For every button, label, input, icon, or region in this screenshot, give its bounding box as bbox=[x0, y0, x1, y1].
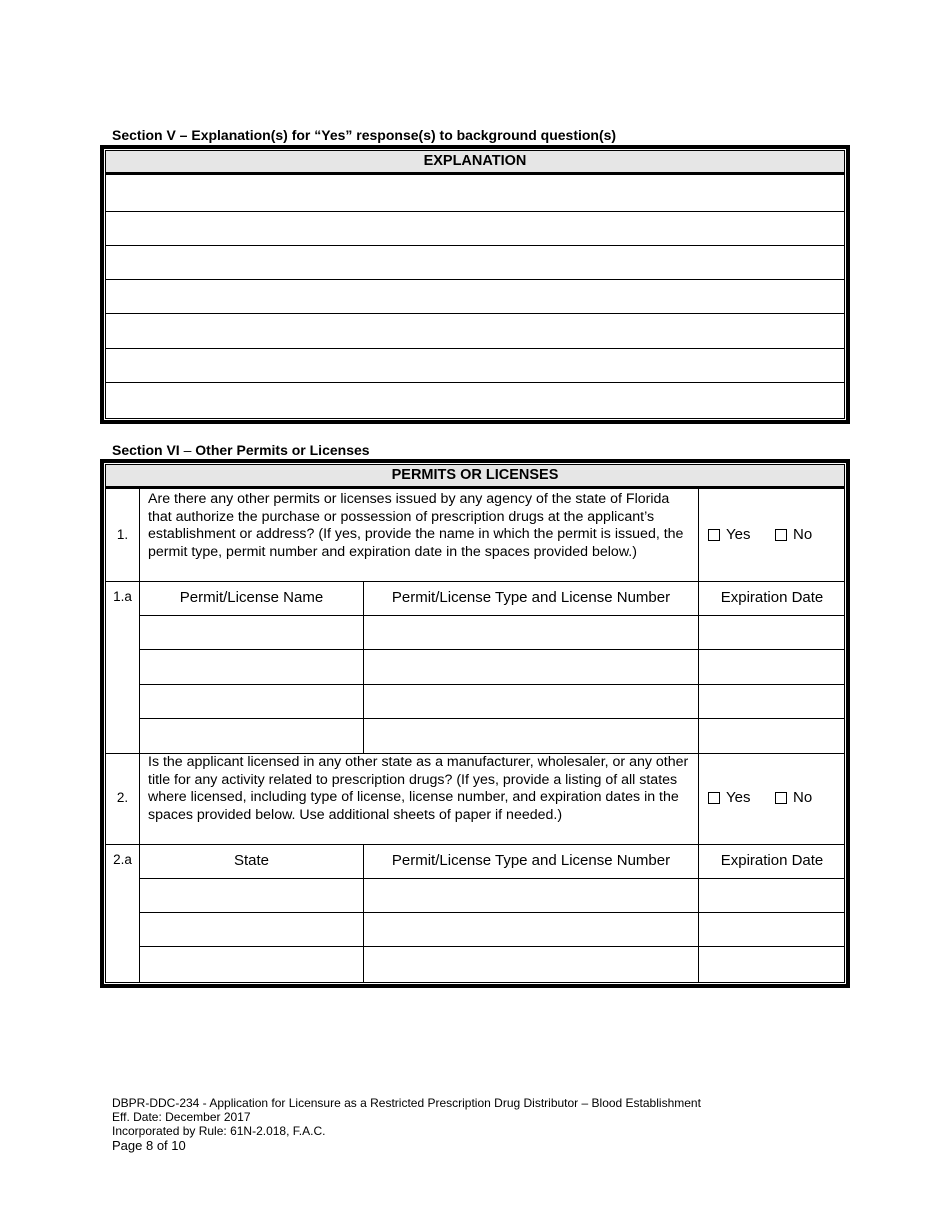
q1-check-column-line bbox=[698, 489, 699, 581]
q2a-state-field[interactable] bbox=[140, 879, 363, 912]
q1a-expiration-field[interactable] bbox=[699, 719, 844, 753]
footer-page-number: Page 8 of 10 bbox=[112, 1138, 186, 1153]
q2a-expiration-field[interactable] bbox=[699, 913, 844, 946]
q2a-col-expiration: Expiration Date bbox=[720, 852, 824, 869]
q2a-state-field[interactable] bbox=[140, 913, 363, 946]
permits-header: PERMITS OR LICENSES bbox=[106, 465, 844, 489]
q1a-expiration-field[interactable] bbox=[699, 616, 844, 649]
q1a-permit-name-field[interactable] bbox=[140, 616, 363, 649]
section-vi-title-dash: – bbox=[179, 442, 196, 458]
q1a-col-type-number: Permit/License Type and License Number bbox=[391, 589, 671, 606]
explanation-line-7[interactable] bbox=[106, 383, 844, 418]
section-vi-title bbox=[112, 442, 370, 458]
q2-text: Is the applicant licensed in any other state as a manufacturer, wholesaler, or any other title for any activity related to prescription drugs? (If yes, provide a listing of all states where licensed, including type of license, license number, and expiration dates in the spaces provided below. Use additional sheets of paper if needed.) bbox=[148, 754, 689, 823]
q2-yes-label: Yes bbox=[726, 789, 751, 806]
q1a-col-expiration: Expiration Date bbox=[720, 589, 824, 606]
section-vi-title-prefix: Section VI bbox=[112, 442, 180, 458]
checkbox-square-icon[interactable] bbox=[708, 792, 720, 804]
q2a-state-field[interactable] bbox=[140, 947, 363, 982]
checkbox-square-icon[interactable] bbox=[775, 529, 787, 541]
section-vi-title-rest: Other Permits or Licenses bbox=[195, 442, 370, 458]
q1a-permit-name-field[interactable] bbox=[140, 650, 363, 684]
q2a-expiration-field[interactable] bbox=[699, 879, 844, 912]
q1-number: 1. bbox=[116, 527, 129, 542]
q2-number: 2. bbox=[116, 790, 129, 805]
explanation-header: EXPLANATION bbox=[106, 151, 844, 175]
q2a-col-state: State bbox=[233, 852, 270, 869]
q2-no-checkbox[interactable] bbox=[775, 789, 812, 806]
row-divider bbox=[105, 581, 845, 582]
q2a-expiration-field[interactable] bbox=[699, 947, 844, 982]
q1-no-checkbox[interactable] bbox=[775, 526, 812, 543]
q1a-type-number-field[interactable] bbox=[364, 719, 698, 753]
q2-check-column-line bbox=[698, 753, 699, 844]
footer-form-title: DBPR-DDC-234 - Application for Licensure as a Restricted Prescription Drug Distributor – Blood Establishment bbox=[112, 1096, 701, 1110]
q2a-number: 2.a bbox=[113, 852, 132, 867]
section-v-title: Section V – Explanation(s) for “Yes” response(s) to background question(s) bbox=[112, 127, 617, 143]
q1a-expiration-field[interactable] bbox=[699, 650, 844, 684]
q2a-type-number-field[interactable] bbox=[364, 879, 698, 912]
footer-eff-date: Eff. Date: December 2017 bbox=[112, 1110, 251, 1124]
q1a-permit-name-field[interactable] bbox=[140, 685, 363, 718]
row-divider bbox=[105, 844, 845, 845]
q2a-type-number-field[interactable] bbox=[364, 947, 698, 982]
q1a-col-permit-name: Permit/License Name bbox=[179, 589, 324, 606]
q1a-type-number-field[interactable] bbox=[364, 685, 698, 718]
q2a-type-number-field[interactable] bbox=[364, 913, 698, 946]
q2-no-label: No bbox=[793, 789, 813, 806]
q1a-permit-name-field[interactable] bbox=[140, 719, 363, 753]
explanation-line-3[interactable] bbox=[106, 246, 844, 279]
q1-no-label: No bbox=[793, 526, 813, 543]
q1a-type-number-field[interactable] bbox=[364, 650, 698, 684]
q2a-col-type-number: Permit/License Type and License Number bbox=[391, 852, 671, 869]
q1a-type-number-field[interactable] bbox=[364, 616, 698, 649]
q1a-number: 1.a bbox=[113, 589, 132, 604]
checkbox-square-icon[interactable] bbox=[708, 529, 720, 541]
explanation-line-1[interactable] bbox=[106, 176, 844, 211]
q1a-expiration-field[interactable] bbox=[699, 685, 844, 718]
q1-text: Are there any other permits or licenses issued by any agency of the state of Florida that authorize the purchase or possession of prescription drugs at the applicant’s establishment or address? (If yes, provide the name in which the permit is issued, the permit type, permit number and expiration date in the spaces provided below.) bbox=[148, 491, 684, 560]
explanation-line-4[interactable] bbox=[106, 280, 844, 313]
explanation-line-6[interactable] bbox=[106, 349, 844, 382]
q2-yes-checkbox[interactable] bbox=[708, 789, 750, 806]
checkbox-square-icon[interactable] bbox=[775, 792, 787, 804]
explanation-line-2[interactable] bbox=[106, 212, 844, 245]
q1-yes-checkbox[interactable] bbox=[708, 526, 750, 543]
q1-yes-label: Yes bbox=[726, 526, 751, 543]
footer-rule: Incorporated by Rule: 61N-2.018, F.A.C. bbox=[112, 1124, 326, 1138]
explanation-line-5[interactable] bbox=[106, 314, 844, 348]
